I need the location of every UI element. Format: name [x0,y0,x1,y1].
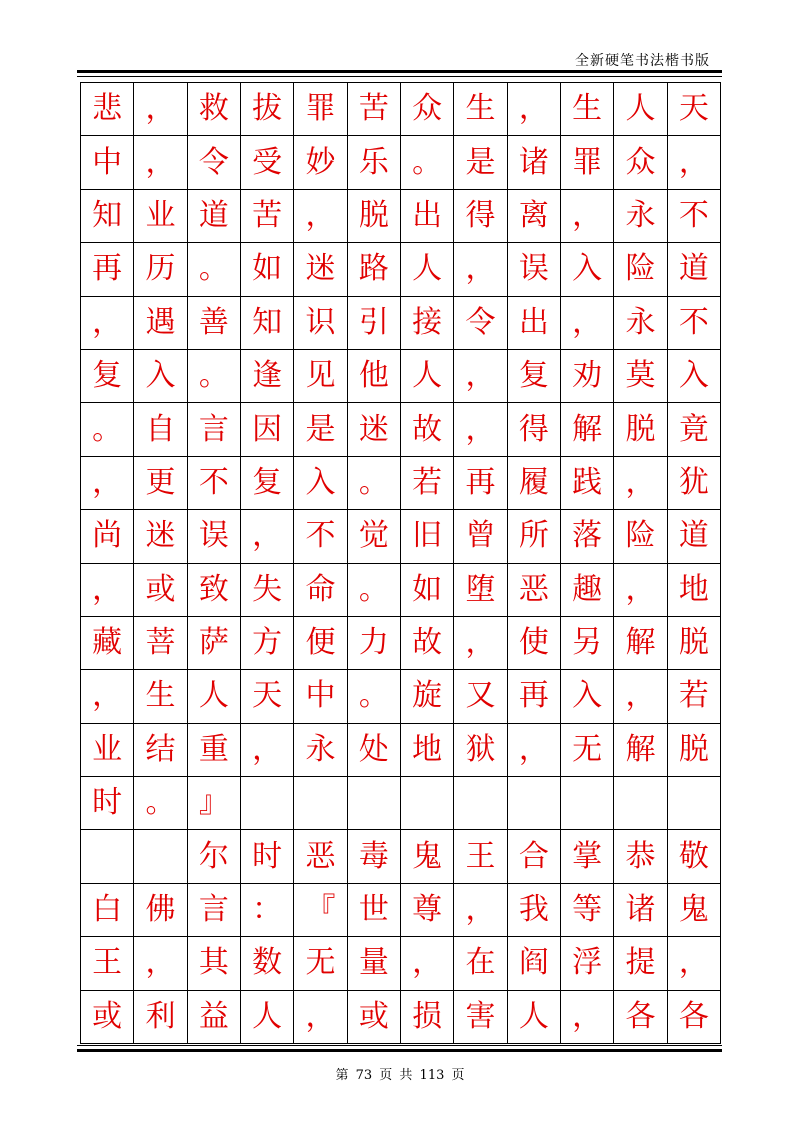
grid-cell: 地 [668,564,721,617]
grid-cell: 在 [454,937,507,990]
grid-cell: 解 [614,724,667,777]
grid-cell [454,777,507,830]
grid-cell: 各 [614,991,667,1044]
grid-cell: ， [454,350,507,403]
grid-cell: 趣 [561,564,614,617]
grid-cell: 见 [294,350,347,403]
grid-cell: 识 [294,297,347,350]
grid-cell: 引 [348,297,401,350]
grid-cell [508,777,561,830]
grid-cell: 藏 [81,617,134,670]
grid-cell: 恶 [508,564,561,617]
grid-cell: ， [294,991,347,1044]
grid-cell: 或 [81,991,134,1044]
grid-cell: 菩 [134,617,187,670]
grid-cell: 妙 [294,136,347,189]
grid-cell: 因 [241,403,294,456]
grid-cell: 脱 [348,190,401,243]
grid-cell: 若 [401,457,454,510]
grid-cell: 令 [188,136,241,189]
grid-cell: ， [241,510,294,563]
grid-cell: 劝 [561,350,614,403]
grid-cell: 如 [241,243,294,296]
grid-cell [401,777,454,830]
page-number: 第 73 页 共 113 页 [335,1068,465,1083]
grid-cell: 解 [614,617,667,670]
grid-cell: 拔 [241,83,294,136]
grid-cell: ： [241,884,294,937]
grid-cell: 险 [614,243,667,296]
grid-cell: 所 [508,510,561,563]
grid-cell: 如 [401,564,454,617]
grid-cell: 众 [401,83,454,136]
grid-cell: 其 [188,937,241,990]
grid-cell: 不 [188,457,241,510]
grid-cell: 时 [241,830,294,883]
grid-cell: 若 [668,670,721,723]
grid-cell: 毒 [348,830,401,883]
grid-cell: ， [668,136,721,189]
grid-cell: 人 [241,991,294,1044]
grid-cell: 数 [241,937,294,990]
grid-cell: 命 [294,564,347,617]
grid-cell: 王 [81,937,134,990]
grid-cell: ， [508,83,561,136]
grid-cell: 永 [294,724,347,777]
grid-cell: 迷 [134,510,187,563]
top-rule-thin [77,76,722,77]
grid-cell: 敬 [668,830,721,883]
grid-cell: 犹 [668,457,721,510]
grid-cell: 永 [614,297,667,350]
grid-cell: 人 [508,991,561,1044]
grid-cell: 。 [188,243,241,296]
grid-cell: ， [134,136,187,189]
grid-cell: ， [561,297,614,350]
grid-cell: 误 [508,243,561,296]
grid-cell: 无 [561,724,614,777]
grid-cell: 中 [81,136,134,189]
grid-cell: 时 [81,777,134,830]
grid-cell: 掌 [561,830,614,883]
grid-cell: 脱 [668,724,721,777]
grid-cell: 益 [188,991,241,1044]
grid-cell: 萨 [188,617,241,670]
grid-cell: ， [294,190,347,243]
grid-cell: 迷 [348,403,401,456]
grid-cell: 不 [668,297,721,350]
grid-cell: 入 [134,350,187,403]
grid-cell: 得 [508,403,561,456]
grid-cell: ， [81,670,134,723]
grid-cell: 诸 [614,884,667,937]
grid-cell: 提 [614,937,667,990]
grid-cell: 曾 [454,510,507,563]
grid-cell: 他 [348,350,401,403]
grid-cell: ， [454,884,507,937]
grid-cell: 狱 [454,724,507,777]
grid-cell: 我 [508,884,561,937]
grid-cell: 知 [241,297,294,350]
grid-cell: ， [134,937,187,990]
grid-cell: 入 [668,350,721,403]
grid-cell: 入 [561,670,614,723]
grid-cell: 苦 [241,190,294,243]
grid-cell: 另 [561,617,614,670]
grid-cell [561,777,614,830]
grid-cell: 。 [348,457,401,510]
grid-cell [294,777,347,830]
grid-cell: 人 [401,243,454,296]
grid-cell: 或 [348,991,401,1044]
grid-cell: 等 [561,884,614,937]
grid-cell: ， [668,937,721,990]
grid-cell: 合 [508,830,561,883]
grid-cell: 旋 [401,670,454,723]
grid-cell: 。 [134,777,187,830]
grid-cell: 再 [508,670,561,723]
grid-cell: 践 [561,457,614,510]
grid-cell: 。 [348,564,401,617]
grid-cell: 再 [81,243,134,296]
grid-cell [81,830,134,883]
grid-cell: 脱 [668,617,721,670]
grid-cell: 离 [508,190,561,243]
grid-cell: 自 [134,403,187,456]
grid-cell: 。 [401,136,454,189]
grid-cell: 险 [614,510,667,563]
grid-cell: 接 [401,297,454,350]
grid-cell: 中 [294,670,347,723]
grid-cell: 莫 [614,350,667,403]
grid-cell: 结 [134,724,187,777]
grid-cell: 道 [668,510,721,563]
grid-cell: 罪 [561,136,614,189]
grid-cell: 白 [81,884,134,937]
grid-cell: ， [81,297,134,350]
grid-cell: ， [81,457,134,510]
grid-cell: ， [81,564,134,617]
grid-cell: ， [508,724,561,777]
grid-cell: 人 [614,83,667,136]
grid-cell: 世 [348,884,401,937]
bottom-rule-thick [77,1049,722,1052]
grid-cell: 复 [241,457,294,510]
grid-cell: 各 [668,991,721,1044]
grid-cell [668,777,721,830]
grid-cell: 尊 [401,884,454,937]
grid-cell: 阎 [508,937,561,990]
grid-cell: 堕 [454,564,507,617]
grid-cell: ， [561,991,614,1044]
grid-cell: 恶 [294,830,347,883]
grid-cell: ， [134,83,187,136]
grid-cell: 利 [134,991,187,1044]
grid-cell: 救 [188,83,241,136]
grid-cell: 言 [188,884,241,937]
grid-cell: 生 [134,670,187,723]
grid-cell: 王 [454,830,507,883]
grid-cell: 人 [188,670,241,723]
grid-cell: 天 [668,83,721,136]
grid-cell: 得 [454,190,507,243]
grid-cell: 害 [454,991,507,1044]
grid-cell: ， [614,670,667,723]
grid-cell: 履 [508,457,561,510]
grid-cell: 方 [241,617,294,670]
grid-cell: 生 [561,83,614,136]
grid-cell: 解 [561,403,614,456]
top-rule-thick [77,70,722,73]
grid-cell: 故 [401,403,454,456]
grid-cell: 天 [241,670,294,723]
grid-cell: 出 [401,190,454,243]
grid-cell: 逢 [241,350,294,403]
grid-cell: 失 [241,564,294,617]
grid-cell: 罪 [294,83,347,136]
grid-cell: 量 [348,937,401,990]
grid-cell: 不 [668,190,721,243]
grid-cell [134,830,187,883]
grid-cell: 重 [188,724,241,777]
grid-cell: 是 [454,136,507,189]
grid-cell: 人 [401,350,454,403]
grid-cell: 业 [81,724,134,777]
grid-cell: ， [561,190,614,243]
grid-cell: 竟 [668,403,721,456]
grid-cell: 众 [614,136,667,189]
grid-cell: 尚 [81,510,134,563]
grid-cell: 诸 [508,136,561,189]
grid-cell: ， [454,617,507,670]
calligraphy-grid [80,82,721,1044]
header-title: 全新硬笔书法楷书版 [575,53,710,69]
grid-cell: 复 [508,350,561,403]
grid-cell [241,777,294,830]
grid-cell [614,777,667,830]
grid-cell: 损 [401,991,454,1044]
grid-cell: 或 [134,564,187,617]
grid-cell: 道 [188,190,241,243]
grid-cell: 生 [454,83,507,136]
grid-cell [348,777,401,830]
grid-cell: 历 [134,243,187,296]
grid-cell: 浮 [561,937,614,990]
grid-cell: 受 [241,136,294,189]
grid-cell: ， [614,457,667,510]
grid-cell: 』 [188,777,241,830]
grid-cell: 误 [188,510,241,563]
grid-cell: 旧 [401,510,454,563]
grid-cell: 又 [454,670,507,723]
grid-cell: ， [241,724,294,777]
grid-cell: 地 [401,724,454,777]
grid-cell: 便 [294,617,347,670]
bottom-rule-thin [77,1045,722,1046]
grid-cell: 落 [561,510,614,563]
grid-cell: 鬼 [401,830,454,883]
grid-cell: 『 [294,884,347,937]
grid-cell: 不 [294,510,347,563]
grid-cell: ， [454,403,507,456]
grid-cell: 永 [614,190,667,243]
grid-cell: ， [614,564,667,617]
grid-cell: 尔 [188,830,241,883]
grid-cell: 处 [348,724,401,777]
grid-cell: 再 [454,457,507,510]
grid-cell: 入 [294,457,347,510]
grid-cell: 致 [188,564,241,617]
grid-cell: 乐 [348,136,401,189]
grid-cell: 道 [668,243,721,296]
grid-cell: 迷 [294,243,347,296]
grid-cell: 悲 [81,83,134,136]
grid-cell: 无 [294,937,347,990]
grid-cell: 。 [188,350,241,403]
grid-cell: 觉 [348,510,401,563]
grid-cell: 是 [294,403,347,456]
grid-cell: 佛 [134,884,187,937]
grid-cell: 鬼 [668,884,721,937]
grid-cell: 更 [134,457,187,510]
grid-cell: ， [454,243,507,296]
grid-cell: 善 [188,297,241,350]
grid-cell: 。 [81,403,134,456]
grid-cell: 恭 [614,830,667,883]
grid-cell: 故 [401,617,454,670]
grid-cell: ， [401,937,454,990]
grid-cell: 脱 [614,403,667,456]
grid-cell: 遇 [134,297,187,350]
grid-cell: 言 [188,403,241,456]
grid-cell: 出 [508,297,561,350]
grid-cell: 令 [454,297,507,350]
grid-cell: 知 [81,190,134,243]
grid-cell: 苦 [348,83,401,136]
grid-cell: 。 [348,670,401,723]
grid-cell: 路 [348,243,401,296]
grid-cell: 力 [348,617,401,670]
grid-cell: 入 [561,243,614,296]
grid-cell: 使 [508,617,561,670]
grid-cell: 复 [81,350,134,403]
grid-cell: 业 [134,190,187,243]
